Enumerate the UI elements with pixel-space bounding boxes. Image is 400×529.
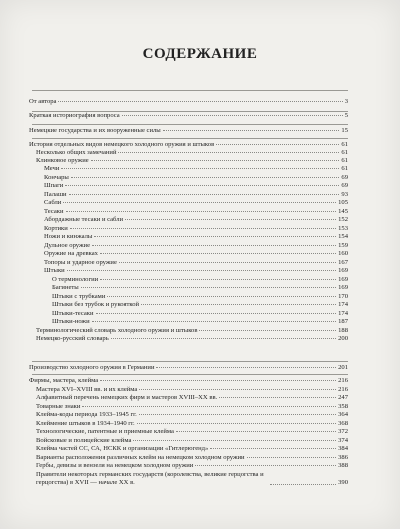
toc-entry-title: Немецко-русский словарь [36,335,109,342]
toc-entry-title: Гербы, девизы и вензеля на немецком холодном оружии [36,462,194,469]
toc-entry[interactable] [44,165,348,173]
toc-entry-title: Оружие на древках [44,250,98,257]
toc-entry[interactable] [36,445,348,453]
toc-entry[interactable] [44,182,348,190]
toc-entry[interactable] [36,411,348,419]
toc-entry-page: 15 [341,127,348,134]
toc-entry[interactable] [44,208,348,216]
toc-entry-title: Сабли [44,199,62,206]
toc-entry-page: 61 [341,165,348,172]
toc-entry[interactable] [29,112,348,120]
toc-entry-title: Штыки-ножи [52,318,90,325]
toc-entry-page: 169 [338,284,348,291]
toc-entry-page: 390 [338,478,348,486]
toc-entry-page: 216 [338,377,348,384]
toc-entry-title: Штыки без трубок и рукояткой [52,301,140,308]
toc-entry-title: Алфавитный перечень немецких фирм и мастеров XVIII–XX вв. [36,394,218,401]
toc-entry-page: 160 [338,250,348,257]
toc-entry-page: 61 [341,149,348,156]
toc-entry-page: 170 [338,293,348,300]
toc-entry[interactable] [29,127,348,135]
toc-entry-page: 247 [338,394,348,401]
toc-entry-page: 69 [341,174,348,181]
toc-entry-title: Клинковое оружие [36,157,89,164]
toc-entry-title: Багинеты [52,284,79,291]
toc-entry-page: 200 [338,335,348,342]
toc-entry-title: Палаши [44,191,67,198]
toc-entry-page: 388 [338,462,348,469]
toc-entry[interactable] [52,318,348,326]
toc-entry[interactable] [36,386,348,394]
toc-entry-page: 188 [338,327,348,334]
toc-entry-title: Фирмы, мастера, клейма [29,377,99,384]
toc-entry[interactable] [29,364,348,372]
toc-entry-title: История отдельных видов немецкого холодного оружия и штыков [29,141,215,148]
toc-entry-title: Несколько общих замечаний [36,149,117,156]
toc-entry[interactable] [52,301,348,309]
toc-entry-title: Производство холодного оружия в Германии [29,364,155,371]
toc-entry-page: 153 [338,225,348,232]
toc-entry-page: 159 [338,242,348,249]
toc-entry-page: 5 [344,112,348,119]
toc-entry[interactable] [29,98,348,106]
toc-entry-page: 374 [338,437,348,444]
toc-entry-title: Краткая историография вопроса [29,112,120,119]
toc-entry-page: 368 [338,420,348,427]
toc-entry[interactable] [36,428,348,436]
toc-entry[interactable] [52,293,348,301]
toc-entry-title: Войсковые и полицейские клейма [36,437,132,444]
toc-entry-title: От автора [29,98,57,105]
toc-entry[interactable] [29,141,348,149]
toc-entry-page: 187 [338,318,348,325]
toc-entry[interactable] [44,267,348,275]
toc-entry-page: 174 [338,310,348,317]
toc-entry[interactable] [44,199,348,207]
toc-entry-title: Кончары [44,174,69,181]
toc-entry[interactable] [36,394,348,402]
toc-entry-title: Технологические, патентные и приемные клейма [36,428,174,435]
toc-entry-title: Тесаки [44,208,64,215]
toc-entry[interactable] [36,437,348,445]
page-title: СОДЕРЖАНИЕ [142,46,258,62]
toc-entry-page: 372 [338,428,348,435]
toc-entry[interactable] [52,310,348,318]
toc-entry-page: 169 [338,276,348,283]
toc-entry[interactable] [36,149,348,157]
toc-entry[interactable] [44,191,348,199]
toc-entry-title: Правители некоторых германских государств (королевства, великие герцогства и герцогства) в XVII — начале XX в. [36,471,264,486]
toc-entry-page: 358 [338,403,348,410]
toc-entry[interactable] [36,335,348,343]
toc-entry[interactable] [36,420,348,428]
toc-entry[interactable] [44,233,348,241]
toc-entry[interactable] [44,250,348,258]
toc-entry-page: 93 [341,191,348,198]
toc-entry-title: Варианты расположения различных клейм на немецком холодном оружии [36,454,245,461]
toc-entry-page: 216 [338,386,348,393]
toc-entry-title: Топоры и ударное оружие [44,259,117,266]
toc-entry-page: 169 [338,267,348,274]
toc-entry-title: Клеймение штыков в 1934–1940 гг. [36,420,135,427]
toc-entry[interactable] [36,471,348,486]
toc-entry[interactable] [52,276,348,284]
toc-entry-page: 152 [338,216,348,223]
toc-entry[interactable] [52,284,348,292]
toc-entry-title: О терминологии [52,276,99,283]
toc-entry-page: 145 [338,208,348,215]
toc-entry-page: 154 [338,233,348,240]
toc-entry[interactable] [44,242,348,250]
toc-entry-page: 167 [338,259,348,266]
toc-entry[interactable] [44,225,348,233]
toc-entry-page: 105 [338,199,348,206]
toc-entry[interactable] [44,259,348,267]
toc-entry-page: 364 [338,411,348,418]
toc-entry-title: Штыки [44,267,65,274]
toc-entry-title: Кортики [44,225,68,232]
toc-entry[interactable] [44,216,348,224]
toc-entry-title: Ножи и кинжалы [44,233,93,240]
toc-entry-page: 3 [344,98,348,105]
toc-entry[interactable] [29,377,348,385]
toc-entry-page: 174 [338,301,348,308]
toc-entry-title: Терминологический словарь холодного оружия и штыков [36,327,198,334]
toc-entry-page: 61 [341,141,348,148]
toc-entry-title: Мечи [44,165,60,172]
toc-entry-title: Мастера XVI–XVIII вв. и их клейма [36,386,138,393]
toc-entry-page: 201 [338,364,348,371]
toc-entry-title: Абордажные тесаки и сабли [44,216,124,223]
toc-entry[interactable] [36,403,348,411]
toc-entry[interactable] [36,157,348,165]
toc-entry-title: Шпаги [44,182,64,189]
toc-entry[interactable] [44,174,348,182]
toc-entry-page: 61 [341,157,348,164]
toc-entry-page: 69 [341,182,348,189]
toc-entry-page: 386 [338,454,348,461]
toc-entry-title: Штыки-тесаки [52,310,94,317]
toc-entry-title: Товарные знаки [36,403,81,410]
toc-entry-page: 384 [338,445,348,452]
toc-entry[interactable] [36,454,348,462]
toc-entry[interactable] [36,327,348,335]
toc-entry-title: Штыки с трубками [52,293,106,300]
toc-entry[interactable] [36,462,348,470]
toc-entry-title: Клейма частей СС, СА, НСКК и организации «Гитлерюгенд» [36,445,209,452]
toc-entry-title: Клейма-коды периода 1933–1945 гг. [36,411,137,418]
toc-entry-title: Немецкие государства и их вооруженные силы [29,127,161,134]
toc-entry-title: Дульное оружие [44,242,91,249]
